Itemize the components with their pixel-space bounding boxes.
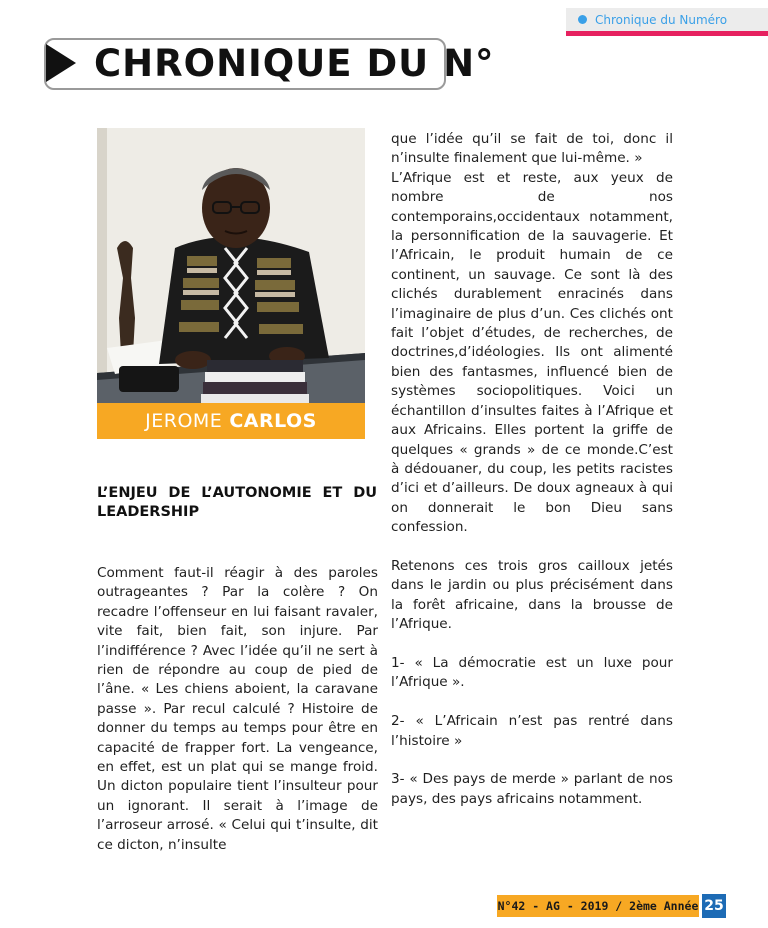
author-portrait-illustration	[97, 128, 365, 438]
author-photo	[97, 128, 365, 438]
page-title: CHRONIQUE DU N°	[94, 42, 495, 85]
paragraph: L’Afrique est et reste, aux yeux de nombre de nos contemporains,occidentaux notamment, la personnification de la sauvagerie. Et l’Africain, le produit humain de ce continent, un sauvage. Ce sont là des clichés durablement enracinés dans l’imaginaire de plus d’un. Ces clichés ont fait l’objet d’études, de recherches, de doctrines,d’idéologies. Ils ont alimenté bien des fantasmes, influencé bien de systèmes sociopolitiques. Voici un échantillon d’insultes faites à l’Afrique et aux Africains. Elles portent la griffe de quelques « grands » de ce monde.C’est à dédouaner, du coup, les petits racistes d’ici et d’ailleurs. De doux agneaux à qui on donnerait le bon Dieu sans confession.	[391, 169, 673, 536]
list-item: 3- « Des pays de merde » parlant de nos pays, des pays africains notamment.	[391, 771, 673, 807]
issue-label: N°42 - AG - 2019 / 2ème Année	[497, 895, 699, 917]
paragraph: Retenons ces trois gros cailloux jetés dans le jardin ou plus précisément dans la forêt africaine, dans la brousse de l’Afrique.	[391, 557, 673, 633]
right-column	[391, 130, 673, 829]
left-column	[97, 564, 378, 855]
paragraph: que l’idée qu’il se fait de toi, donc il n’insulte finalement que lui-même. »	[391, 131, 673, 167]
dot-icon	[578, 15, 587, 24]
section-label: Chronique du Numéro	[595, 12, 728, 27]
paragraph: Comment faut-il réagir à des paroles outrageantes ? Par la colère ? On recadre l’offenseur en lui faisant ravaler, vite fait, bien fait, son injure. Par l’indifférence ? Avec l’idée qu’il ne sert à rien de répondre au coup de pied de l’âne. « Les chiens aboient, la caravane passe ». Par recul calculé ? Histoire de donner du temps au temps pour être en capacité de frapper fort. La vengeance, en effet, est un plat qui se mange froid. Un dicton populaire tient l’insulteur pour un ignorant. Il serait à l’image de l’arroseur arrosé. « Celui qui t’insulte, dit ce dicton, n’insulte	[97, 565, 378, 853]
author-name-banner	[97, 403, 365, 439]
author-last-name: CARLOS	[229, 410, 317, 432]
page-number: 25	[702, 894, 726, 918]
list-item: 1- « La démocratie est un luxe pour l’Afrique ».	[391, 654, 673, 691]
triangle-arrow-icon	[46, 44, 76, 82]
section-tab	[566, 8, 768, 36]
article-headline: L’ENJEU DE L’AUTONOMIE ET DU LEADERSHIP	[97, 485, 377, 520]
list-item: 2- « L’Africain n’est pas rentré dans l’histoire »	[391, 713, 673, 749]
author-first-name: JEROME	[145, 410, 223, 432]
